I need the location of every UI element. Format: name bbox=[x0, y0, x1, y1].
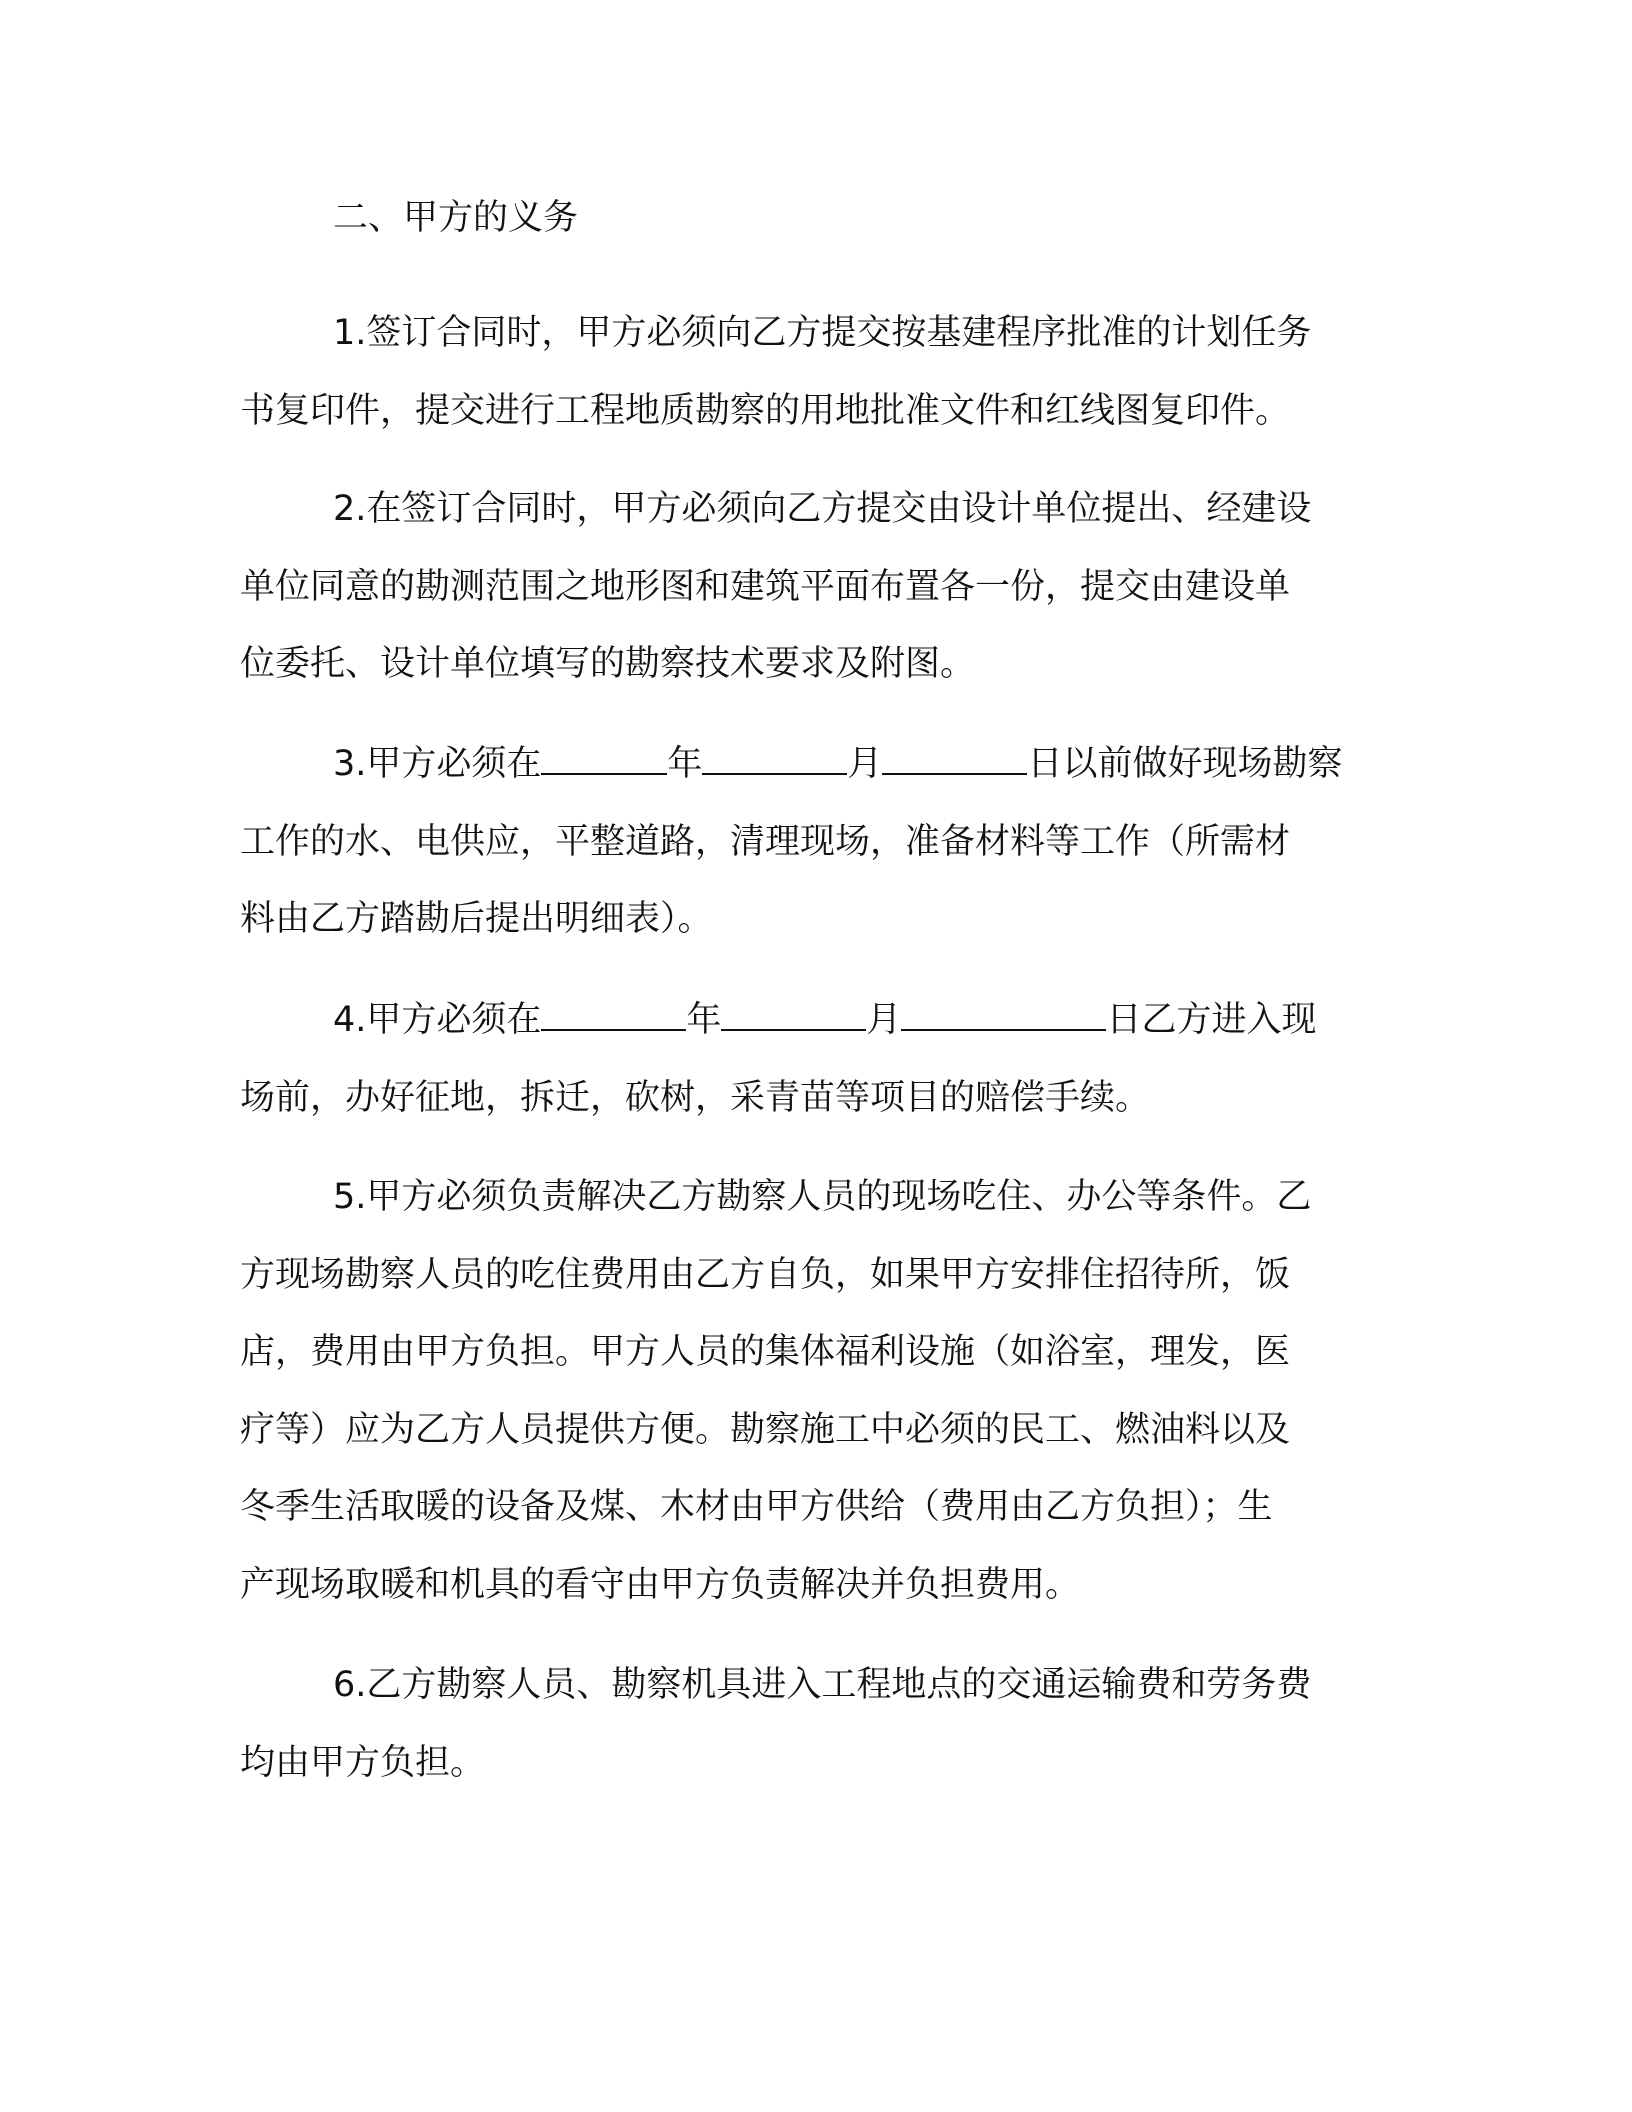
clause-line: 位委托、设计单位填写的勘察技术要求及附图。 bbox=[240, 644, 976, 684]
clause-text: 年 bbox=[686, 1000, 722, 1040]
fill-in-blank-year[interactable] bbox=[541, 743, 667, 775]
clause-line: 书复印件，提交进行工程地质勘察的用地批准文件和红线图复印件。 bbox=[240, 390, 1291, 431]
clause-line: 2.在签订合同时，甲方必须向乙方提交由设计单位提出、经建设 bbox=[333, 489, 1312, 529]
clause-text: 日以前做好现场勘察 bbox=[1027, 744, 1343, 784]
clause-line: 均由甲方负担。 bbox=[240, 1742, 486, 1783]
fill-in-blank-year[interactable] bbox=[541, 999, 686, 1031]
clause-line: 工作的水、电供应，平整道路，清理现场，准备材料等工作（所需材 bbox=[240, 821, 1291, 862]
clause-3 bbox=[240, 726, 1380, 959]
clause-line: 冬季生活取暖的设备及煤、木材由甲方供给（费用由乙方负担）；生 bbox=[240, 1487, 1273, 1527]
clause-line: 单位同意的勘测范围之地形图和建筑平面布置各一份，提交由建设单 bbox=[240, 566, 1291, 607]
clause-text: 月 bbox=[847, 744, 883, 784]
clause-1 bbox=[240, 295, 1380, 450]
clause-line bbox=[240, 982, 1380, 1060]
clause-text: 月 bbox=[866, 1000, 902, 1040]
clause-line bbox=[240, 726, 1380, 804]
clause-text: 日乙方进入现 bbox=[1106, 1000, 1317, 1040]
clause-2 bbox=[240, 471, 1380, 704]
clause-4 bbox=[240, 982, 1380, 1137]
section-heading: 二、甲方的义务 bbox=[333, 198, 579, 238]
fill-in-blank-day[interactable] bbox=[882, 743, 1027, 775]
clause-5 bbox=[240, 1159, 1380, 1624]
clause-line: 店，费用由甲方负担。甲方人员的集体福利设施（如浴室，理发，医 bbox=[240, 1332, 1291, 1372]
clause-text: 3.甲方必须在 bbox=[333, 744, 542, 784]
clause-line: 1.签订合同时，甲方必须向乙方提交按基建程序批准的计划任务 bbox=[333, 313, 1312, 353]
clause-6 bbox=[240, 1647, 1380, 1802]
fill-in-blank-month[interactable] bbox=[721, 999, 866, 1031]
clause-line: 产现场取暖和机具的看守由甲方负责解决并负担费用。 bbox=[240, 1564, 1081, 1605]
fill-in-blank-month[interactable] bbox=[702, 743, 847, 775]
clause-line: 方现场勘察人员的吃住费用由乙方自负，如果甲方安排住招待所，饭 bbox=[240, 1254, 1291, 1295]
clause-line: 疗等）应为乙方人员提供方便。勘察施工中必须的民工、燃油料以及 bbox=[240, 1409, 1291, 1450]
clause-line: 场前，办好征地，拆迁，砍树，采青苗等项目的赔偿手续。 bbox=[240, 1077, 1151, 1118]
fill-in-blank-day[interactable] bbox=[901, 999, 1106, 1031]
clause-line: 5.甲方必须负责解决乙方勘察人员的现场吃住、办公等条件。乙 bbox=[333, 1177, 1312, 1217]
clause-line: 6.乙方勘察人员、勘察机具进入工程地点的交通运输费和劳务费 bbox=[333, 1665, 1312, 1705]
clause-text: 4.甲方必须在 bbox=[333, 1000, 542, 1040]
clause-line: 料由乙方踏勘后提出明细表）。 bbox=[240, 899, 713, 939]
clause-text: 年 bbox=[667, 744, 703, 784]
